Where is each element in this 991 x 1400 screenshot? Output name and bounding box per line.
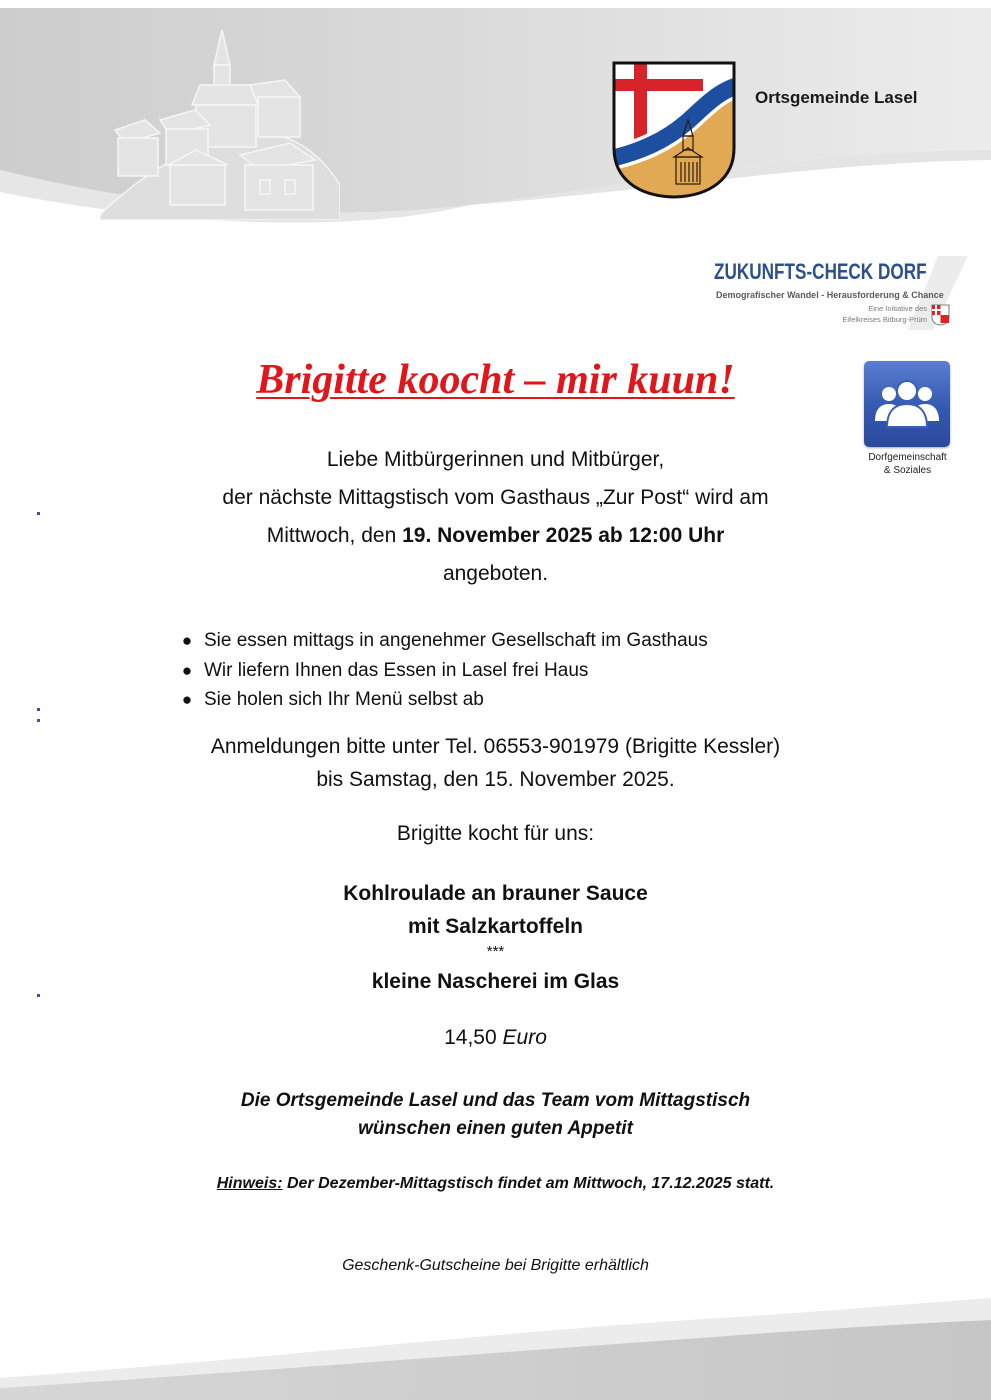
closing-message bbox=[0, 1087, 991, 1143]
list-item bbox=[170, 626, 708, 656]
district-coat-of-arms-icon bbox=[931, 304, 950, 326]
intro-line-4: angeboten. bbox=[442, 562, 549, 585]
municipality-name: Ortsgemeinde Lasel bbox=[755, 88, 918, 107]
options-list bbox=[170, 626, 708, 715]
registration-info bbox=[0, 730, 991, 796]
voucher-info: Geschenk-Gutscheine bei Brigitte erhältlich bbox=[342, 1257, 649, 1274]
closing-line-2: wünschen einen guten Appetit bbox=[358, 1118, 633, 1139]
zukunfts-logo-initiative-line-1: Eine Initiative des bbox=[868, 304, 927, 313]
intro-line-3 bbox=[0, 517, 991, 555]
zukunfts-logo-subtitle: Demografischer Wandel - Herausforderung & Chance bbox=[716, 290, 944, 300]
registration-line-2: bis Samstag, den 15. November 2025. bbox=[316, 768, 675, 791]
category-badge-line-1: Dorfgemeinschaft bbox=[868, 452, 947, 463]
menu-dish-line-2: mit Salzkartoffeln bbox=[407, 915, 584, 938]
price-amount: 14,50 bbox=[444, 1026, 497, 1049]
margin-dot bbox=[37, 719, 40, 722]
price-currency: Euro bbox=[502, 1026, 547, 1049]
intro-date-time: 19. November 2025 ab 12:00 Uhr bbox=[402, 524, 725, 547]
option-text: Wir liefern Ihnen das Essen in Lasel frei Haus bbox=[204, 659, 589, 681]
option-text: Sie essen mittags in angenehmer Gesellschaft im Gasthaus bbox=[204, 630, 708, 651]
menu-price bbox=[0, 1023, 991, 1053]
menu-intro: Brigitte kocht für uns: bbox=[396, 822, 595, 845]
menu-dish-line-1: Kohlroulade an brauner Sauce bbox=[343, 882, 648, 905]
coat-of-arms-icon bbox=[611, 60, 737, 200]
page-title: Brigitte koocht – mir kuun! bbox=[256, 357, 735, 403]
intro-line-1: Liebe Mitbürgerinnen und Mitbürger, bbox=[326, 448, 665, 471]
registration-line-1: Anmeldungen bitte unter Tel. 06553-901979 (Brigitte Kessler) bbox=[210, 735, 781, 758]
margin-dot bbox=[37, 708, 40, 711]
note-text: Der Dezember-Mittagstisch findet am Mittwoch, 17.12.2025 statt. bbox=[282, 1175, 775, 1192]
list-item bbox=[170, 685, 708, 715]
bullet-icon: ● bbox=[181, 690, 193, 709]
category-badge-line-2: & Soziales bbox=[883, 465, 932, 476]
note-label: Hinweis: bbox=[216, 1175, 283, 1192]
intro-date-prefix: Mittwoch, den bbox=[266, 524, 403, 547]
menu-separator: *** bbox=[486, 943, 505, 960]
option-text: Sie holen sich Ihr Menü selbst ab bbox=[204, 689, 484, 710]
zukunfts-logo-title: ZUKUNFTS-CHECK DORF bbox=[714, 259, 927, 284]
margin-dot bbox=[37, 512, 40, 515]
bullet-icon: ● bbox=[181, 631, 193, 650]
zukunfts-logo-initiative-line-2: Eifelkreises Bitburg-Prüm bbox=[842, 315, 927, 324]
intro-line-2: der nächste Mittagstisch vom Gasthaus „Zur Post“ wird am bbox=[222, 486, 769, 509]
closing-line-1: Die Ortsgemeinde Lasel und das Team vom Mittagstisch bbox=[240, 1090, 751, 1111]
bullet-icon: ● bbox=[181, 660, 193, 680]
list-item bbox=[170, 656, 708, 686]
intro-paragraph bbox=[0, 441, 991, 593]
bottom-wave-decoration bbox=[0, 1290, 991, 1400]
village-sketch-icon bbox=[100, 25, 340, 220]
note bbox=[0, 1172, 991, 1196]
menu-dessert: kleine Nascherei im Glas bbox=[371, 970, 620, 993]
